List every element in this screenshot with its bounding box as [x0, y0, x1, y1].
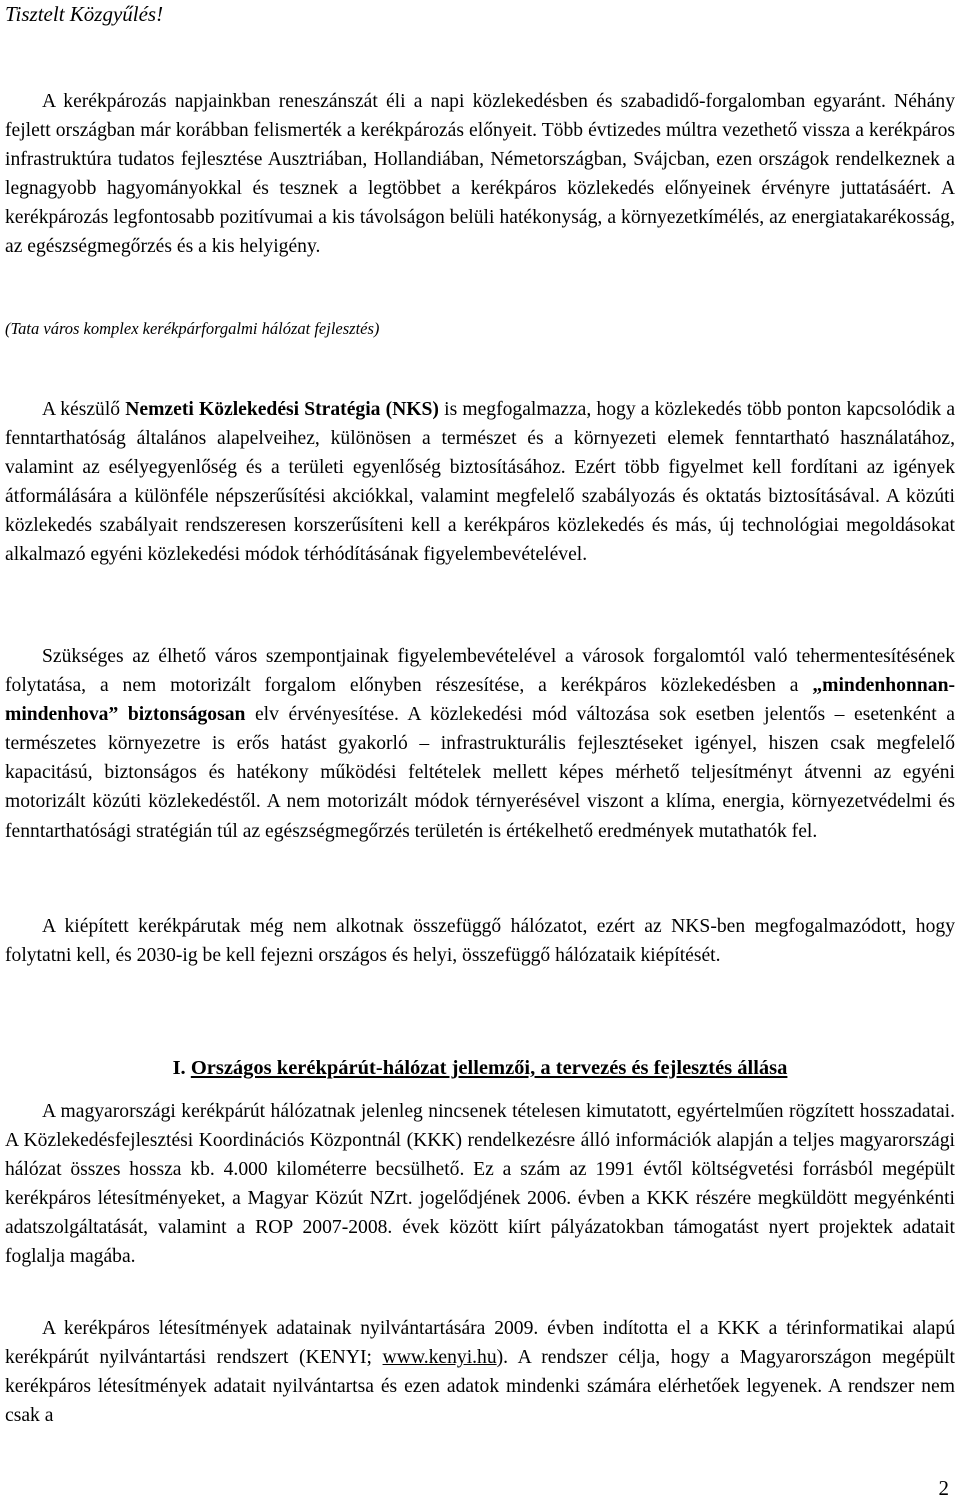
kenyi-paragraph	[5, 1314, 955, 1430]
nks-text-after: is megfogalmazza, hogy a közlekedés több ponton kapcsolódik a fenntarthatóság általános alapelveihez, különösen a természet és a környezeti elemek fenntartható használatához, valamint az esélyegyenlőség és a területi egyenlőség biztosításához. Ezért több figyelmet kell fordítani az igények átformálására a különféle népszerűsítési akciókkal, valamint megfelelő szabályozás és oktatás biztosításával. A közúti közlekedés szabályait rendszeresen korszerűsíteni kell a kerékpáros közlekedés és más, új technológiai megoldásokat alkalmazó egyéni közlekedési módok térhódításának figyelembevételével.	[5, 399, 956, 566]
city-text-after: elv érvényesítése. A közlekedési mód változása sok esetben jelentős – esetenként a természetes környezetre is erős hatást gyakorló – infrastrukturális fejlesztéseket igényel, hiszen csak megfelelő kapacitású, biztonságos és hatékony működési feltételek mellett képes mérhető teljesítményt átvenni az egyéni motorizált közúti közlekedéstől. A nem motorizált módok térnyerésével viszont a klíma, energia, környezetvédelmi és fenntarthatósági stratégián túl az egészségmegőrzés területén is értékelhető eredmények mutathatók fel.	[5, 704, 955, 842]
network-text: A kiépített kerékpárutak még nem alkotnak összefüggő hálózatot, ezért az NKS-ben megfogalmazódott, hogy folytatni kell, és 2030-ig be kell fejezni országos és helyi, összefüggő hálózataik kiépítését.	[5, 916, 955, 967]
section-heading	[5, 1053, 955, 1083]
nks-paragraph	[5, 395, 955, 570]
kkk-text: A magyarországi kerékpárút hálózatnak jelenleg nincsenek tételesen kimutatott, egyértelműen rögzített hosszadatai. A Közlekedésfejlesztési Koordinációs Központnál (KKK) rendelkezésre álló információk alapján a teljes magyarországi hálózat összes hossza kb. 4.000 kilométerre becsülhető. Ez a szám az 1991 évtől költségvetési forrásból megépült kerékpáros létesítményeket, a Magyar Közút NZrt. jogelődjének 2006. évben a KKK részére megküldött megyénkénti adatszolgáltatását, valamint a ROP 2007-2008. évek között kiírt pályázatokban támogatást nyert projektek adatait foglalja magába.	[5, 1101, 955, 1268]
kkk-paragraph	[5, 1097, 955, 1272]
intro-paragraph	[5, 87, 955, 262]
source-citation: (Tata város komplex kerékpárforgalmi hálózat fejlesztés)	[5, 319, 380, 338]
kenyi-text-before: A kerékpáros létesítmények adatainak nyilvántartására 2009. évben indította el a KKK a térinformatikai alapú kerékpárút nyilvántartási rendszert (KENYI;	[5, 1318, 955, 1369]
page-number: 2	[938, 1476, 949, 1500]
city-paragraph	[5, 642, 955, 846]
section-number: I.	[172, 1057, 191, 1079]
kenyi-link[interactable]: www.kenyi.hu	[382, 1347, 497, 1369]
salutation: Tisztelt Közgyűlés!	[5, 2, 164, 26]
city-principle: „mindenhonnan-mindenhova” biztonságosan	[5, 675, 955, 726]
section-title: Országos kerékpárút-hálózat jellemzői, a tervezés és fejlesztés állása	[190, 1057, 788, 1079]
kenyi-text-after: ). A rendszer célja, hogy a Magyarországon megépült kerékpáros létesítmények adatait nyilvántartsa és ezen adatok mindenki számára elérhetőek legyenek. A rendszer nem csak a	[5, 1347, 955, 1427]
nks-strategy-name: Nemzeti Közlekedési Stratégia (NKS)	[125, 399, 439, 420]
network-paragraph	[5, 912, 955, 970]
intro-text: A kerékpározás napjainkban reneszánszát éli a napi közlekedésben és szabadidő-forgalomban egyaránt. Néhány fejlett országban már korábban felismerték a kerékpározás előnyeit. Több évtizedes múltra vezethető vissza a kerékpáros infrastruktúra tudatos fejlesztése Ausztriában, Hollandiában, Németországban, Svájcban, ezen országok rendelkeznek a legnagyobb hagyományokkal és tesznek a legtöbbet a kerékpáros közlekedés előnyeinek érvényre juttatásáért. A kerékpározás legfontosabb pozitívumai a kis távolságon belüli hatékonyság, a környezetkímélés, az energiatakarékosság, az egészségmegőrzés és a kis helyigény.	[5, 91, 955, 258]
city-text-before: Szükséges az élhető város szempontjainak figyelembevételével a városok forgalomtól való tehermentesítésének folytatása, a nem motorizált forgalom előnyben részesítése, a kerékpáros közlekedésben a	[5, 646, 955, 697]
nks-text-before: A készülő	[42, 399, 126, 420]
